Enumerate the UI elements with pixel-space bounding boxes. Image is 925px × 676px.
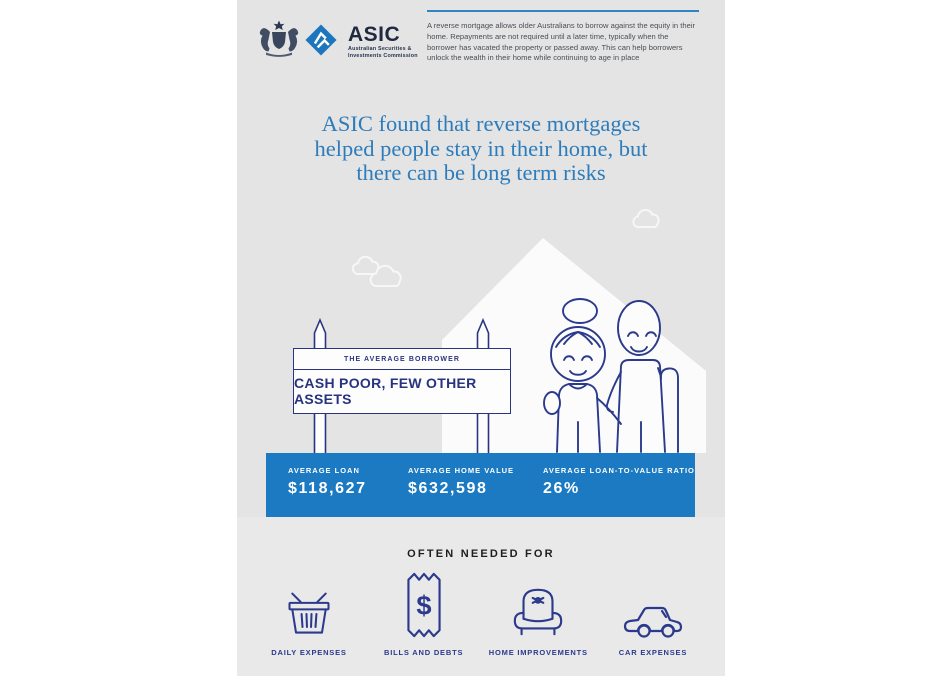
sign-heading: THE AVERAGE BORROWER xyxy=(294,349,510,370)
sign-message: CASH POOR, FEW OTHER ASSETS xyxy=(294,374,477,407)
borrower-sign xyxy=(293,348,511,414)
stat-label: AVERAGE LOAN-TO-VALUE RATIO xyxy=(543,466,695,475)
stat-label: AVERAGE HOME VALUE xyxy=(408,466,515,475)
asic-wordmark: ASIC xyxy=(348,23,401,46)
shopping-basket-icon xyxy=(282,588,336,640)
need-home-improvements xyxy=(484,574,592,657)
car-icon xyxy=(622,600,684,640)
stat-value: 26% xyxy=(543,480,580,497)
infographic-panel xyxy=(237,0,725,676)
asic-tagline-line1: Australian Securities & xyxy=(348,46,412,52)
page-title xyxy=(237,112,725,186)
need-label: CAR EXPENSES xyxy=(618,648,688,657)
need-bills-and-debts xyxy=(370,574,478,657)
stat-value: $632,598 xyxy=(408,480,488,497)
stats-bar xyxy=(266,453,695,517)
stat-label: AVERAGE LOAN xyxy=(288,466,360,475)
need-label: BILLS AND DEBTS xyxy=(384,648,464,657)
receipt-icon xyxy=(404,570,444,640)
asic-diamond-logo xyxy=(302,21,340,59)
intro-divider xyxy=(427,10,699,12)
stat-value: $118,627 xyxy=(288,480,367,497)
australian-coat-of-arms-logo xyxy=(256,20,302,58)
need-label: DAILY EXPENSES xyxy=(271,648,347,657)
page-title-line3: there can be long term risks xyxy=(356,160,606,185)
intro-paragraph: A reverse mortgage allows older Australians to borrow against the equity in their home. Repayments are not required until a later time, typically when the borrower has vacated the property or passed away. This can help borrowers unlock the wealth in their home while continuing to age in place xyxy=(427,21,696,63)
cloud-icon-left xyxy=(349,252,421,292)
page-title-line2: helped people stay in their home, but xyxy=(314,135,648,161)
needs-row xyxy=(255,574,707,657)
armchair-icon xyxy=(508,584,568,640)
receipt-dollar-symbol: $ xyxy=(416,589,432,621)
page-title-line1: ASIC found that reverse mortgages xyxy=(321,111,641,136)
need-car-expenses xyxy=(599,574,707,657)
often-needed-heading: OFTEN NEEDED FOR xyxy=(407,548,555,560)
cloud-icon-right xyxy=(631,203,667,233)
asic-tagline-line2: Investments Commission xyxy=(348,52,418,59)
elderly-couple-illustration xyxy=(537,250,712,453)
need-label: HOME IMPROVEMENTS xyxy=(488,648,588,657)
need-daily-expenses xyxy=(255,574,363,657)
